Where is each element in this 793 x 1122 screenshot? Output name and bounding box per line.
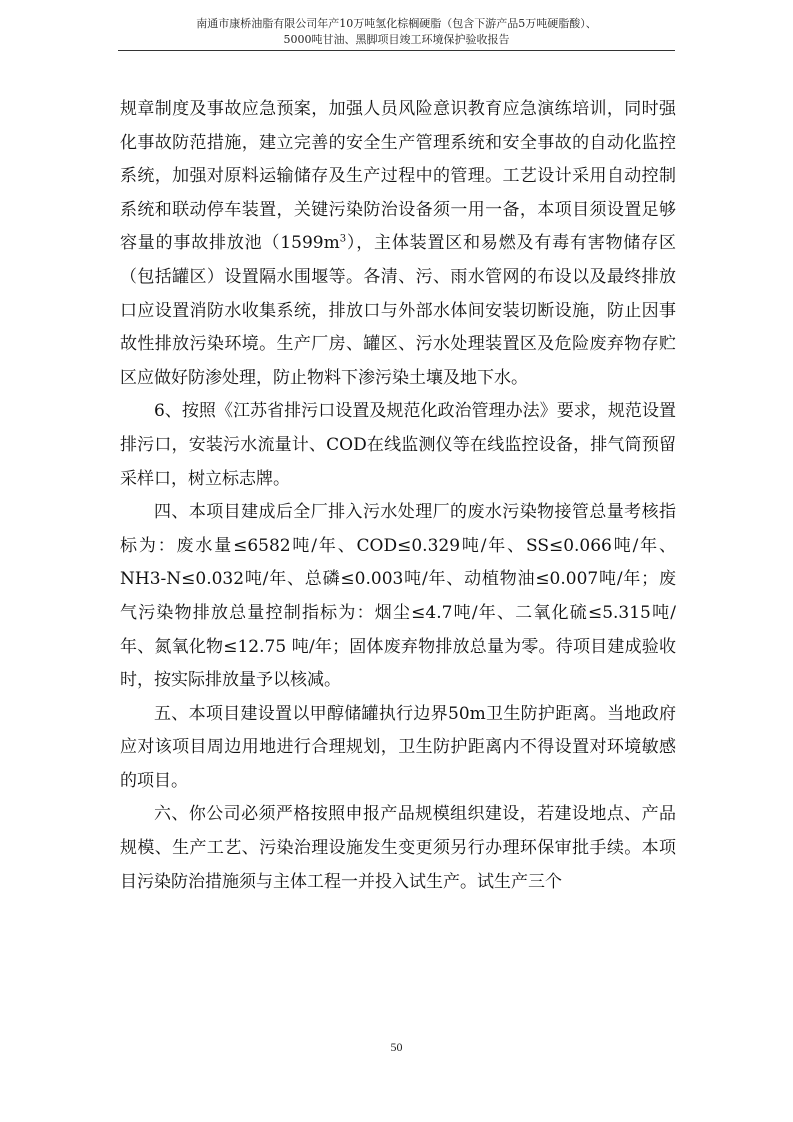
- running-header: [118, 16, 675, 48]
- paragraph-5: 六、你公司必须严格按照申报产品规模组织建设，若建设地点、产品规模、生产工艺、污染治理设施发生变更须另行办理环保审批手续。本项目污染防治措施须与主体工程一并投入试生产。试生产三个: [120, 804, 676, 892]
- header-line-2: 5000吨甘油、黑脚项目竣工环境保护验收报告: [283, 33, 510, 46]
- body-text: [120, 93, 676, 899]
- paragraph-4: 五、本项目建设置以甲醇储罐执行边界50m卫生防护距离。当地政府应对该项目周边用地进行合理规划，卫生防护距离内不得设置对环境敏感的项目。: [120, 703, 676, 791]
- paragraph-1-text-cont: ），主体装置区和易燃及有毒有害物储存区（包括罐区）设置隔水围堰等。各清、污、雨水管网的布设以及最终排放口应设置消防水收集系统，排放口与外部水体间安装切断设施，防止因事故性排放污染环境。生产厂房、罐区、污水处理装置区及危险废弃物存贮区应做好防渗处理，防止物料下渗污染土壤及地下水。: [120, 233, 677, 388]
- paragraph-3: 四、本项目建成后全厂排入污水处理厂的废水污染物接管总量考核指标为：废水量≤6582吨/年、COD≤0.329吨/年、SS≤0.066吨/年、NH3-N≤0.032吨/年、总磷≤0.003吨/年、动植物油≤0.007吨/年；废气污染物排放总量控制指标为：烟尘≤4.7吨/年、二氧化硫≤5.315吨/年、氮氧化物≤12.75 吨/年；固体废弃物排放总量为零。待项目建成验收时，按实际排放量予以核减。: [120, 502, 676, 691]
- paragraph-1: [120, 93, 676, 395]
- paragraph-1-text: 规章制度及事故应急预案，加强人员风险意识教育应急演练培训，同时强化事故防范措施，建立完善的安全生产管理系统和安全事故的自动化监控系统，加强对原料运输储存及生产过程中的管理。工艺设计采用自动控制系统和联动停车装置，关键污染防治设备须一用一备，本项目须设置足够容量的事故排放池（1599m: [120, 99, 676, 254]
- header-line-1: 南通市康桥油脂有限公司年产10万吨氢化棕榈硬脂（包含下游产品5万吨硬脂酸）、: [196, 17, 597, 30]
- page-number: 50: [390, 1040, 403, 1054]
- superscript-3: 3: [339, 233, 347, 245]
- paragraph-2: 6、按照《江苏省排污口设置及规范化政治管理办法》要求，规范设置排污口，安装污水流量计、COD在线监测仪等在线监控设备，排气筒预留采样口，树立标志牌。: [120, 401, 676, 489]
- header-rule: [118, 50, 675, 51]
